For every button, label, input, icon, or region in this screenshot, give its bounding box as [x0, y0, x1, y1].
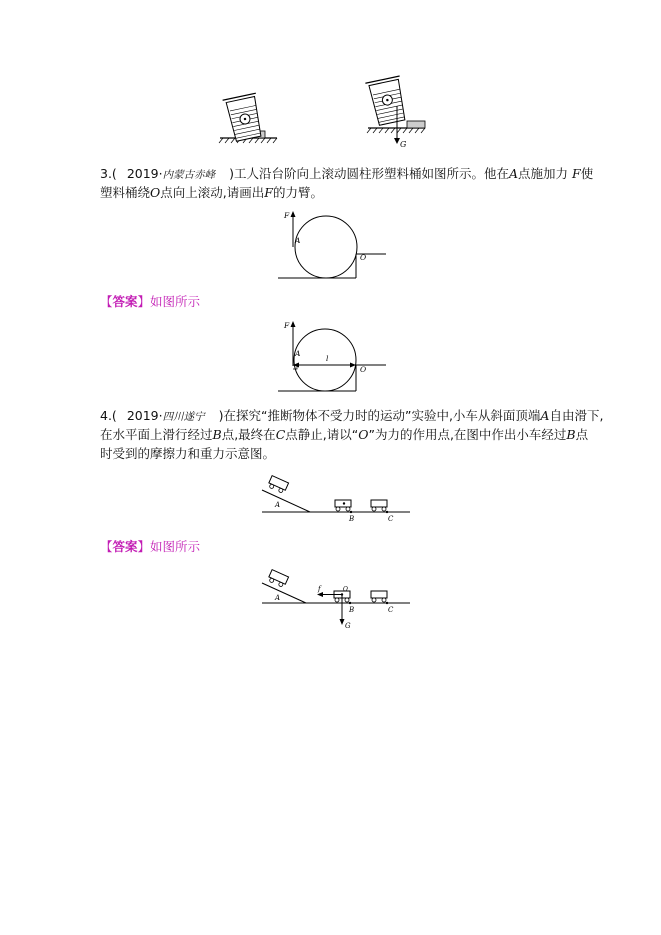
bucket-right: [365, 76, 425, 149]
q3-answer-figure: [278, 320, 393, 400]
top-figure: [215, 84, 455, 154]
rolling-barrel-diagram: [278, 210, 393, 285]
lever-arm-diagram: [278, 320, 393, 400]
bucket-diagrams: [215, 84, 455, 154]
point-c-label: C: [388, 515, 394, 523]
cart-at-c: [371, 500, 387, 511]
q3-line2: 塑料桶绕O点向上滚动,请画出F的力臂。: [100, 185, 323, 200]
q3-year: 2019·: [126, 166, 163, 181]
q4-line3: 时受到的摩擦力和重力示意图。: [100, 446, 276, 461]
friction-label: f: [318, 585, 321, 593]
point-c-label: C: [388, 606, 394, 614]
cart-on-incline: [267, 476, 288, 494]
q3-number: 3.(: [100, 166, 117, 181]
q3-source: 内蒙古赤峰: [162, 169, 216, 181]
point-a-label: A: [275, 594, 281, 602]
q4-line2: 在水平面上滑行经过B点,最终在C点静止,请以“O”为力的作用点,在图中作出小车经过B点: [100, 427, 589, 442]
q3-figure: [278, 210, 393, 285]
q4-source: 四川遂宁: [162, 411, 205, 423]
point-a-label: A: [295, 236, 301, 245]
point-a-label: A: [275, 501, 281, 509]
point-b-label: B: [349, 606, 355, 614]
cart-on-incline: [267, 570, 288, 588]
friction-gravity-diagram: [262, 572, 412, 632]
gravity-label: G: [400, 140, 407, 149]
point-o-label: O: [360, 365, 367, 374]
point-a-label: A: [295, 349, 301, 358]
q3-line1: 3.( 2019·内蒙古赤峰 )工人沿台阶向上滚动圆柱形塑料桶如图所示。他在A点施加力 F使: [100, 166, 594, 181]
q4-number: 4.(: [100, 408, 117, 423]
lever-arm-label: l: [326, 354, 329, 363]
point-b-label: B: [349, 515, 355, 523]
q3-answer: 【答案】如图所示: [100, 294, 201, 309]
q4-answer-figure: [262, 572, 412, 632]
gravity-label: G: [345, 622, 351, 630]
q4-figure: [262, 475, 412, 525]
q4-year: 2019·: [126, 408, 163, 423]
q4-line1: 4.( 2019·四川遂宁 )在探究“推断物体不受力时的运动”实验中,小车从斜面顶端A自由滑下,: [100, 408, 604, 423]
force-label: F: [284, 321, 290, 330]
point-o-label: O: [360, 253, 367, 262]
cart-at-c: [371, 591, 387, 602]
incline-cart-diagram: [262, 475, 412, 525]
bucket-left: [219, 93, 277, 143]
q4-answer: 【答案】如图所示: [100, 539, 201, 554]
cart-at-b: [335, 500, 351, 511]
point-o-label: O: [343, 586, 348, 593]
force-label: F: [284, 211, 290, 220]
